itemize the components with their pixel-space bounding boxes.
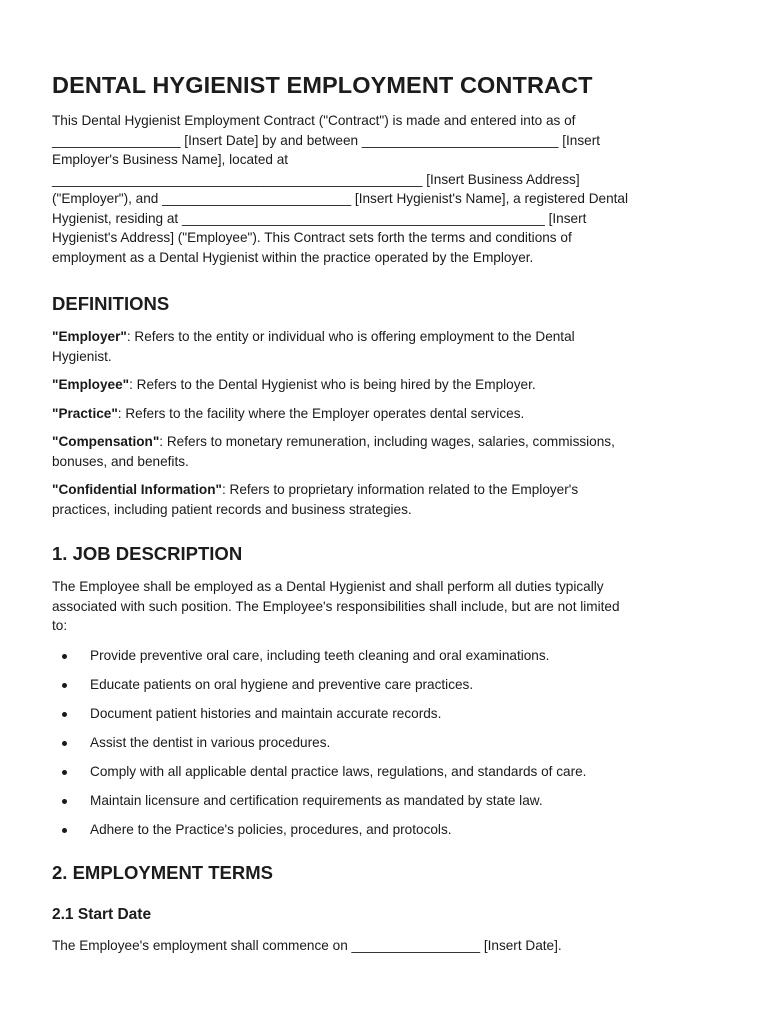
document-title: DENTAL HYGIENIST EMPLOYMENT CONTRACT xyxy=(52,72,593,98)
list-item xyxy=(52,820,718,840)
bullet-icon xyxy=(62,770,67,775)
definition-text: practices, including patient records and business strategies. xyxy=(52,501,412,517)
list-item-text: Comply with all applicable dental practice laws, regulations, and standards of care. xyxy=(90,763,587,779)
employment-terms-heading: 2. EMPLOYMENT TERMS xyxy=(52,861,273,883)
definitions-heading: DEFINITIONS xyxy=(52,293,170,314)
definitions-list xyxy=(52,327,718,519)
intro-line: employment as a Dental Hygienist within the practice operated by the Employer. xyxy=(52,249,534,265)
bullet-icon xyxy=(62,741,67,746)
list-item xyxy=(52,791,718,811)
list-item-text: Provide preventive oral care, including teeth cleaning and oral examinations. xyxy=(90,647,550,663)
definition-text: Hygienist. xyxy=(52,348,112,364)
bullet-icon xyxy=(62,828,67,833)
list-item xyxy=(52,762,718,782)
definition-term: "Employer" xyxy=(52,329,127,344)
list-item-text: Adhere to the Practice's policies, procedures, and protocols. xyxy=(90,822,452,838)
start-date-heading: 2.1 Start Date xyxy=(52,905,152,923)
definition-text: : Refers to the facility where the Employer operates dental services. xyxy=(117,405,525,421)
list-item xyxy=(52,733,718,753)
bullet-icon xyxy=(62,712,67,717)
list-item-text: Educate patients on oral hygiene and preventive care practices. xyxy=(90,676,474,692)
intro-line: Employer's Business Name], located at xyxy=(52,152,289,167)
job-description-paragraph xyxy=(52,577,718,636)
paragraph-line: associated with such position. The Employee's responsibilities shall include, but are not limited xyxy=(52,598,620,614)
definition-text: : Refers to monetary remuneration, including wages, salaries, commissions, xyxy=(159,434,615,449)
bullet-icon xyxy=(62,683,67,688)
bullet-icon xyxy=(62,654,67,659)
intro-line: This Dental Hygienist Employment Contract ("Contract") is made and entered into as of xyxy=(52,113,576,128)
list-item-text: Maintain licensure and certification requirements as mandated by state law. xyxy=(90,792,543,808)
bullet-icon xyxy=(62,799,67,804)
list-item xyxy=(52,704,718,724)
definition-compensation xyxy=(52,432,718,471)
responsibilities-list xyxy=(52,646,718,840)
start-date-paragraph: The Employee's employment shall commence on _________________ [Insert Date]. xyxy=(52,937,562,953)
definition-term: "Confidential Information" xyxy=(52,482,222,497)
list-item xyxy=(52,646,718,666)
definition-text: : Refers to proprietary information related to the Employer's xyxy=(221,482,579,497)
intro-line: Hygienist's Address] ("Employee"). This Contract sets forth the terms and conditions of xyxy=(52,230,572,245)
intro-line: ("Employer"), and _________________________ [Insert Hygienist's Name], a registered Dental xyxy=(52,191,628,206)
list-item-text: Assist the dentist in various procedures. xyxy=(90,734,331,750)
paragraph-line: to: xyxy=(52,618,68,633)
definition-text: : Refers to the entity or individual who is offering employment to the Dental xyxy=(126,329,575,344)
intro-line: _________________________________________________ [Insert Business Address] xyxy=(52,171,580,187)
definition-employee xyxy=(52,375,718,395)
definition-term: "Compensation" xyxy=(52,434,160,449)
definition-employer xyxy=(52,327,718,366)
list-item-text: Document patient histories and maintain accurate records. xyxy=(90,705,442,721)
intro-line: _________________ [Insert Date] by and between __________________________ [Insert xyxy=(52,132,600,148)
intro-line: Hygienist, residing at ________________________________________________ [Insert xyxy=(52,210,587,226)
definition-term: "Employee" xyxy=(52,377,130,392)
intro-paragraph xyxy=(52,111,718,267)
definition-practice xyxy=(52,404,718,424)
definition-text: : Refers to the Dental Hygienist who is being hired by the Employer. xyxy=(129,377,536,392)
definition-term: "Practice" xyxy=(52,405,118,421)
paragraph-line: The Employee shall be employed as a Dental Hygienist and shall perform all duties typically xyxy=(52,579,604,594)
list-item xyxy=(52,675,718,695)
job-description-heading: 1. JOB DESCRIPTION xyxy=(52,543,243,564)
definition-confidential-information xyxy=(52,480,718,519)
definition-text: bonuses, and benefits. xyxy=(52,453,189,469)
